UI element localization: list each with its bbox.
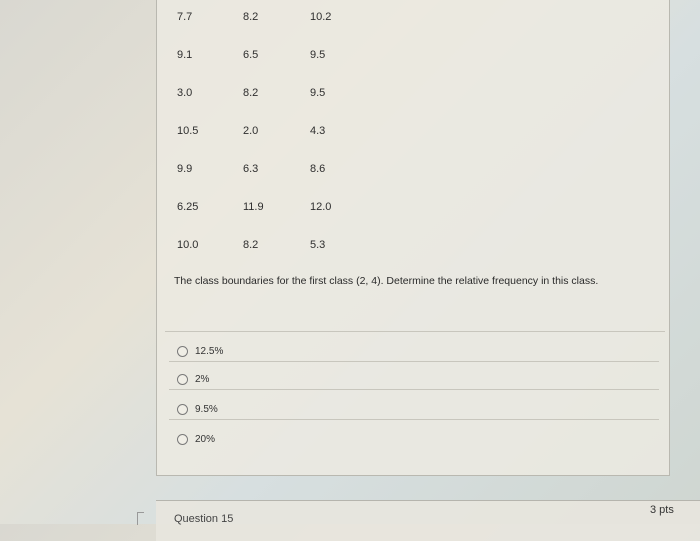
table-cell: 6.3 — [243, 163, 259, 175]
table-cell: 8.6 — [310, 163, 326, 175]
table-cell: 4.3 — [310, 125, 326, 137]
table-cell: 10.5 — [177, 125, 199, 137]
divider — [169, 419, 659, 420]
points-label: 3 pts — [650, 504, 674, 516]
table-cell: 5.3 — [310, 239, 326, 251]
answer-option[interactable] — [177, 343, 223, 359]
option-label: 12.5% — [195, 345, 224, 357]
table-cell: 9.5 — [310, 49, 326, 61]
option-label: 2% — [195, 373, 210, 385]
table-cell: 8.2 — [243, 87, 259, 99]
table-cell: 12.0 — [310, 201, 332, 213]
answer-option[interactable] — [177, 431, 215, 447]
table-row — [157, 125, 671, 149]
table-cell: 6.5 — [243, 49, 259, 61]
table-row — [157, 11, 671, 35]
table-cell: 7.7 — [177, 11, 193, 23]
table-row — [157, 49, 671, 73]
question-text: The class boundaries for the first class (2, 4). Determine the relative frequency in this class. — [174, 275, 599, 287]
next-question-card — [156, 500, 700, 541]
option-label: 9.5% — [195, 403, 218, 415]
divider — [169, 389, 659, 390]
table-row — [157, 87, 671, 111]
radio-button[interactable] — [177, 434, 188, 445]
table-row — [157, 201, 671, 225]
table-cell: 9.9 — [177, 163, 193, 175]
next-question-title: Question 15 — [174, 513, 234, 525]
question-panel — [156, 0, 670, 476]
edge-mark — [137, 512, 144, 525]
divider — [169, 361, 659, 362]
radio-button[interactable] — [177, 346, 188, 357]
table-cell: 8.2 — [243, 11, 259, 23]
table-cell: 8.2 — [243, 239, 259, 251]
answer-option[interactable] — [177, 371, 209, 387]
option-label: 20% — [195, 433, 216, 445]
table-cell: 11.9 — [243, 201, 264, 213]
table-cell: 9.5 — [310, 87, 326, 99]
table-cell: 10.2 — [310, 11, 332, 23]
table-row — [157, 163, 671, 187]
radio-button[interactable] — [177, 404, 188, 415]
radio-button[interactable] — [177, 374, 188, 385]
table-cell: 6.25 — [177, 201, 199, 213]
table-cell: 2.0 — [243, 125, 259, 137]
table-row — [157, 239, 671, 263]
table-cell: 9.1 — [177, 49, 193, 61]
table-cell: 10.0 — [177, 239, 199, 251]
divider — [165, 331, 665, 332]
answer-option[interactable] — [177, 401, 218, 417]
table-cell: 3.0 — [177, 87, 193, 99]
